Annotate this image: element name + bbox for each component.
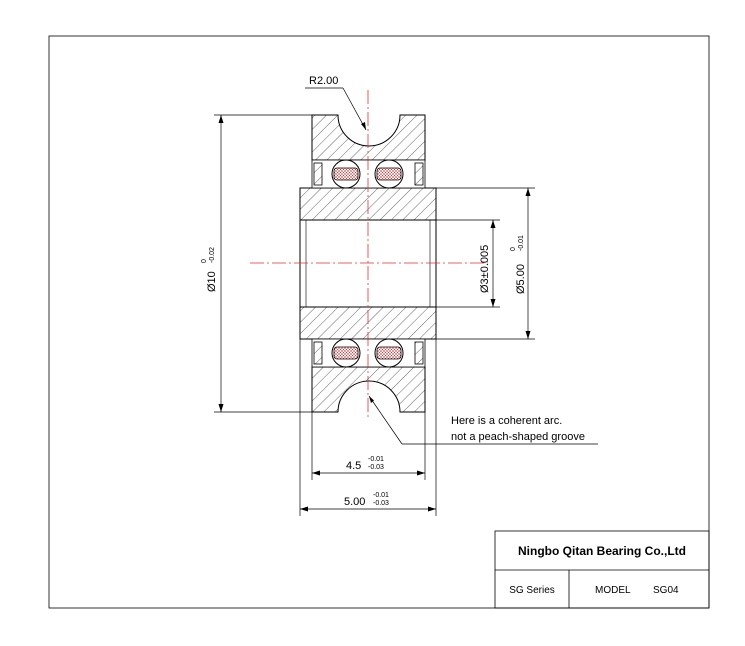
outer-ring-bottom: [312, 367, 425, 412]
svg-text:Ø10: Ø10: [206, 271, 218, 292]
seal-top-right: [415, 163, 423, 185]
svg-text:Ø5.00: Ø5.00: [515, 264, 527, 294]
cage-top-right: [377, 168, 401, 180]
series-label: SG Series: [509, 585, 555, 596]
cage-bottom-left: [334, 347, 358, 359]
svg-text:-0.01: -0.01: [518, 235, 525, 251]
svg-text:-0.01: -0.01: [368, 456, 384, 463]
svg-text:-0.03: -0.03: [373, 500, 389, 507]
svg-text:0: 0: [510, 247, 517, 251]
inner-width-label: [346, 456, 384, 472]
title-block: [495, 531, 709, 608]
bearing-section: [250, 90, 488, 420]
seal-bottom-left: [314, 342, 322, 364]
outer-ring-top: [312, 115, 425, 160]
svg-text:5.00: 5.00: [344, 496, 366, 508]
cage-top-left: [334, 168, 358, 180]
svg-text:Here is a coherent arc.: Here is a coherent arc.: [451, 415, 563, 427]
svg-text:-0.01: -0.01: [373, 492, 389, 499]
bore-diameter-label: [479, 245, 491, 293]
svg-text:-0.03: -0.03: [368, 464, 384, 471]
svg-text:0: 0: [201, 259, 208, 263]
inner-ring-diameter-label: [510, 235, 527, 294]
seal-bottom-right: [415, 342, 423, 364]
svg-text:4.5: 4.5: [346, 460, 362, 472]
svg-text:Ø3±0.005: Ø3±0.005: [479, 244, 491, 293]
svg-text:not a peach-shaped groove: not a peach-shaped groove: [451, 431, 585, 443]
cage-bottom-right: [377, 347, 401, 359]
radius-label: R2.00: [309, 75, 339, 87]
model-value: SG04: [653, 585, 679, 596]
overall-width-label: [344, 492, 389, 508]
company-name: Ningbo Qitan Bearing Co.,Ltd: [518, 544, 686, 558]
groove-note: [451, 415, 585, 443]
svg-text:-0.02: -0.02: [209, 247, 216, 263]
outer-diameter-label: [201, 247, 218, 292]
seal-top-left: [314, 163, 322, 185]
model-label: MODEL: [595, 585, 631, 596]
